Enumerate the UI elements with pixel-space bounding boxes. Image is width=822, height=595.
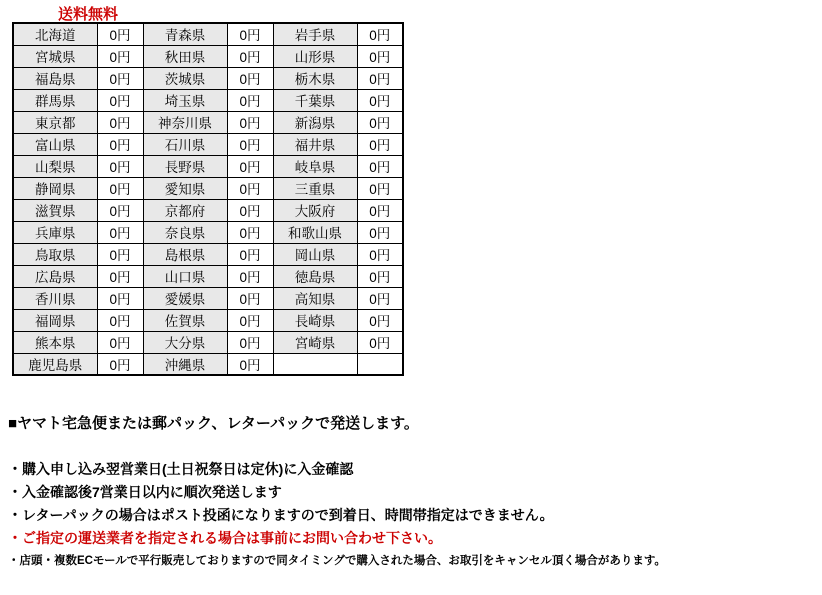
prefecture-cell: 鳥取県 [13, 243, 97, 265]
prefecture-cell: 愛知県 [143, 177, 227, 199]
note-small-print: ・店頭・複数ECモールで平行販売しておりますので同タイミングで購入された場合、お取引をキャンセル頂く場合があります。 [8, 555, 666, 567]
prefecture-cell: 宮城県 [13, 45, 97, 67]
table-row [13, 89, 403, 111]
table-row [13, 23, 403, 45]
prefecture-cell: 広島県 [13, 265, 97, 287]
fee-cell: 0円 [97, 23, 143, 45]
fee-cell: 0円 [97, 111, 143, 133]
prefecture-cell: 山口県 [143, 265, 227, 287]
prefecture-cell: 埼玉県 [143, 89, 227, 111]
prefecture-cell: 富山県 [13, 133, 97, 155]
prefecture-cell: 青森県 [143, 23, 227, 45]
fee-cell: 0円 [97, 45, 143, 67]
fee-cell: 0円 [227, 89, 273, 111]
table-row [13, 221, 403, 243]
note-line-4: ・ご指定の運送業者を指定される場合は事前にお問い合わせ下さい。 [8, 530, 442, 546]
table-row [13, 353, 403, 375]
table-row [13, 155, 403, 177]
fee-cell: 0円 [357, 199, 403, 221]
table-row [13, 309, 403, 331]
fee-cell: 0円 [227, 353, 273, 375]
shipping-notes-heading: ■ヤマト宅急便または郵パック、レターパックで発送します。 [8, 415, 419, 432]
fee-cell: 0円 [227, 155, 273, 177]
fee-cell: 0円 [227, 287, 273, 309]
fee-cell: 0円 [97, 221, 143, 243]
fee-cell: 0円 [227, 265, 273, 287]
prefecture-cell: 高知県 [273, 287, 357, 309]
note-line-3: ・レターパックの場合はポスト投函になりますので到着日、時間帯指定はできません。 [8, 507, 554, 523]
fee-cell: 0円 [97, 133, 143, 155]
fee-cell: 0円 [97, 155, 143, 177]
fee-cell: 0円 [97, 67, 143, 89]
prefecture-cell: 佐賀県 [143, 309, 227, 331]
fee-cell: 0円 [227, 67, 273, 89]
prefecture-cell: 群馬県 [13, 89, 97, 111]
free-shipping-label: 送料無料 [58, 6, 119, 23]
fee-cell: 0円 [357, 155, 403, 177]
prefecture-cell: 京都府 [143, 199, 227, 221]
table-row [13, 111, 403, 133]
fee-cell: 0円 [227, 221, 273, 243]
fee-cell: 0円 [227, 45, 273, 67]
prefecture-cell: 福島県 [13, 67, 97, 89]
table-row [13, 331, 403, 353]
table-row [13, 177, 403, 199]
prefecture-cell: 栃木県 [273, 67, 357, 89]
prefecture-cell: 福井県 [273, 133, 357, 155]
table-row [13, 287, 403, 309]
prefecture-cell: 岐阜県 [273, 155, 357, 177]
fee-cell: 0円 [357, 309, 403, 331]
prefecture-cell: 新潟県 [273, 111, 357, 133]
fee-cell: 0円 [357, 243, 403, 265]
prefecture-cell: 東京都 [13, 111, 97, 133]
prefecture-cell: 茨城県 [143, 67, 227, 89]
fee-cell: 0円 [97, 199, 143, 221]
fee-cell: 0円 [97, 331, 143, 353]
prefecture-cell: 宮崎県 [273, 331, 357, 353]
fee-cell: 0円 [357, 23, 403, 45]
fee-cell: 0円 [227, 331, 273, 353]
fee-cell: 0円 [227, 309, 273, 331]
prefecture-cell: 熊本県 [13, 331, 97, 353]
shipping-notes [8, 412, 814, 569]
note-line-2: ・入金確認後7営業日以内に順次発送します [8, 484, 282, 500]
prefecture-cell: 三重県 [273, 177, 357, 199]
fee-cell: 0円 [97, 265, 143, 287]
fee-cell: 0円 [97, 287, 143, 309]
table-row [13, 243, 403, 265]
fee-cell: 0円 [357, 133, 403, 155]
fee-cell: 0円 [357, 45, 403, 67]
table-row [13, 199, 403, 221]
prefecture-cell: 沖縄県 [143, 353, 227, 375]
prefecture-cell: 静岡県 [13, 177, 97, 199]
prefecture-cell: 秋田県 [143, 45, 227, 67]
prefecture-cell: 鹿児島県 [13, 353, 97, 375]
fee-cell: 0円 [227, 177, 273, 199]
table-row [13, 265, 403, 287]
fee-cell: 0円 [227, 199, 273, 221]
fee-cell: 0円 [357, 265, 403, 287]
table-row [13, 133, 403, 155]
prefecture-cell: 岩手県 [273, 23, 357, 45]
prefecture-cell: 滋賀県 [13, 199, 97, 221]
fee-cell: 0円 [357, 111, 403, 133]
fee-cell: 0円 [97, 353, 143, 375]
fee-cell: 0円 [357, 89, 403, 111]
shipping-fee-table [12, 22, 404, 376]
fee-cell: 0円 [227, 111, 273, 133]
prefecture-cell: 徳島県 [273, 265, 357, 287]
fee-cell: 0円 [97, 243, 143, 265]
prefecture-cell: 香川県 [13, 287, 97, 309]
note-line-1: ・購入申し込み翌営業日(土日祝祭日は定休)に入金確認 [8, 461, 354, 477]
prefecture-cell: 兵庫県 [13, 221, 97, 243]
fee-cell: 0円 [357, 331, 403, 353]
fee-cell: 0円 [227, 133, 273, 155]
fee-cell: 0円 [97, 89, 143, 111]
shipping-fee-table-body [13, 23, 403, 375]
prefecture-cell: 大阪府 [273, 199, 357, 221]
prefecture-cell: 和歌山県 [273, 221, 357, 243]
fee-cell: 0円 [97, 309, 143, 331]
fee-cell: 0円 [357, 221, 403, 243]
fee-cell: 0円 [227, 23, 273, 45]
prefecture-cell: 北海道 [13, 23, 97, 45]
prefecture-cell: 福岡県 [13, 309, 97, 331]
prefecture-cell: 大分県 [143, 331, 227, 353]
prefecture-cell: 山形県 [273, 45, 357, 67]
fee-cell: 0円 [357, 287, 403, 309]
table-row [13, 45, 403, 67]
prefecture-cell: 山梨県 [13, 155, 97, 177]
prefecture-cell: 長崎県 [273, 309, 357, 331]
prefecture-cell: 石川県 [143, 133, 227, 155]
fee-cell: 0円 [357, 177, 403, 199]
prefecture-cell: 長野県 [143, 155, 227, 177]
fee-cell: 0円 [357, 67, 403, 89]
prefecture-cell: 愛媛県 [143, 287, 227, 309]
empty-cell [357, 353, 403, 375]
prefecture-cell: 奈良県 [143, 221, 227, 243]
fee-cell: 0円 [97, 177, 143, 199]
prefecture-cell: 島根県 [143, 243, 227, 265]
prefecture-cell: 千葉県 [273, 89, 357, 111]
prefecture-cell: 神奈川県 [143, 111, 227, 133]
fee-cell: 0円 [227, 243, 273, 265]
table-row [13, 67, 403, 89]
prefecture-cell: 岡山県 [273, 243, 357, 265]
empty-cell [273, 353, 357, 375]
